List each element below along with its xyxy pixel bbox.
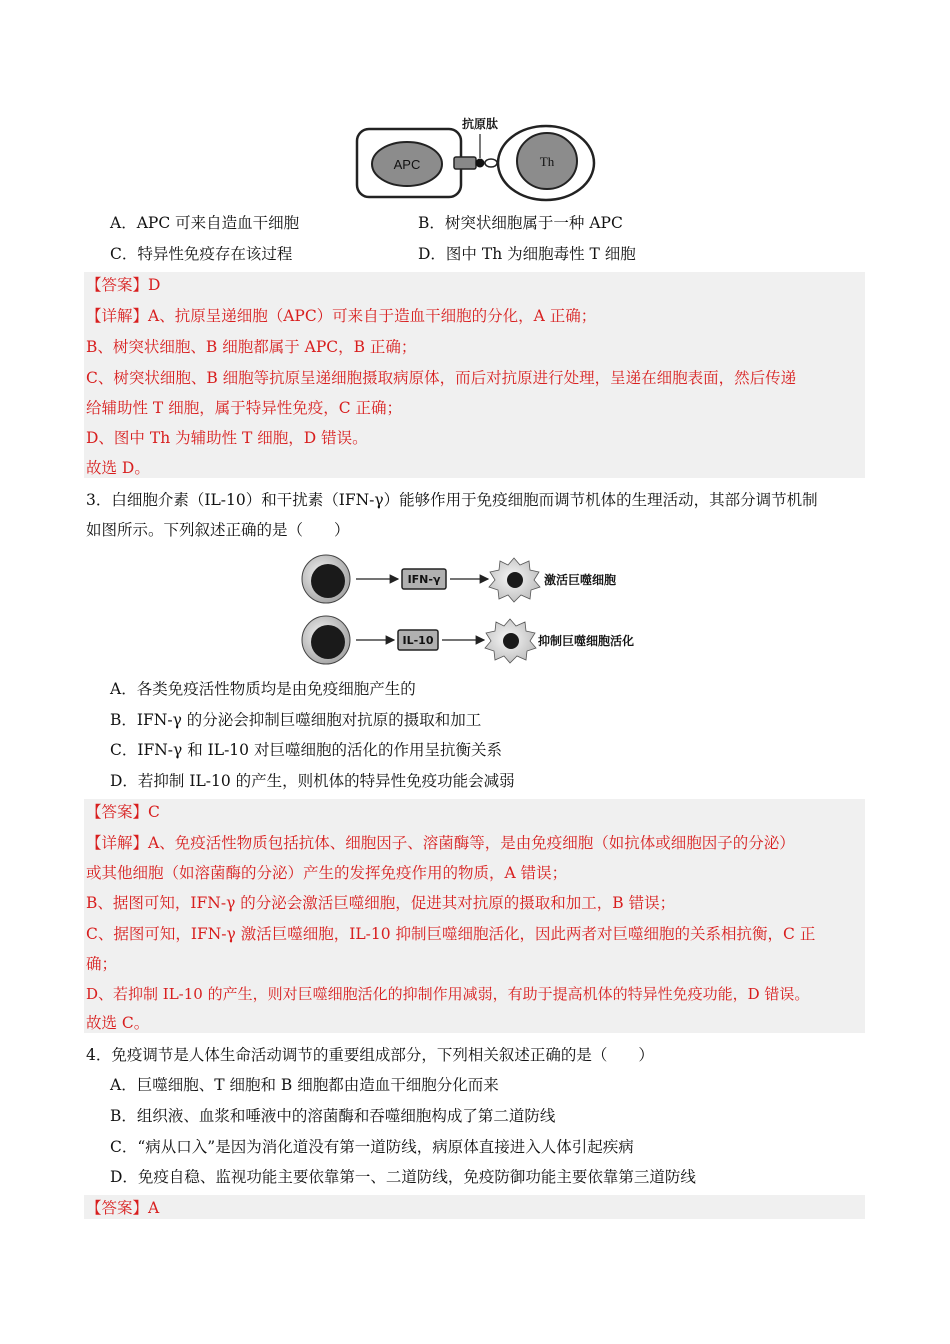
immune-cell-nucleus [311, 564, 345, 598]
inhibit-macrophage-label: 抑制巨噬细胞活化 [538, 634, 635, 648]
q3-explain-line: 确； [86, 955, 118, 973]
antigen-peptide-label: 抗原肽 [461, 117, 499, 131]
ifn-gamma-label: IFN-γ [407, 573, 441, 586]
q2-explain-line: B、树突状细胞、B 细胞都属于 APC，B 正确； [86, 338, 417, 356]
tcr-receptor [485, 159, 497, 167]
q3-explain-line: D、若抑制 IL-10 的产生，则对巨噬细胞活化的抑制作用减弱，有助于提高机体的特异性免疫功能，D 错误。 [86, 985, 810, 1003]
q4-option-c: C．“病从口入”是因为消化道没有第一道防线，病原体直接进入人体引起疾病 [110, 1138, 634, 1156]
q2-option-b: B．树突状细胞属于一种 APC [418, 214, 623, 232]
apc-th-diagram [350, 112, 610, 204]
cytokine-diagram [298, 552, 658, 667]
q2-explain-line: 给辅助性 T 细胞，属于特异性免疫，C 正确； [86, 399, 402, 417]
q2-option-c: C．特异性免疫存在该过程 [110, 245, 293, 263]
mhc-receptor [454, 157, 476, 169]
il-10-label: IL-10 [402, 634, 434, 647]
q3-explain-line: 【详解】A、免疫活性物质包括抗体、细胞因子、溶菌酶等，是由免疫细胞（如抗体或细胞因子的分泌） [86, 834, 795, 852]
q4-answer-block [84, 1195, 865, 1219]
q3-option-c: C．IFN-γ 和 IL-10 对巨噬细胞的活化的作用呈抗衡关系 [110, 741, 502, 759]
q4-option-a: A．巨噬细胞、T 细胞和 B 细胞都由造血干细胞分化而来 [110, 1076, 499, 1094]
immune-cell-nucleus [311, 625, 345, 659]
q4-option-b: B．组织液、血浆和唾液中的溶菌酶和吞噬细胞构成了第二道防线 [110, 1107, 556, 1125]
q2-explain-line: D、图中 Th 为辅助性 T 细胞，D 错误。 [86, 429, 368, 447]
apc-label: APC [393, 157, 421, 172]
q3-answer: 【答案】C [86, 803, 160, 821]
q3-stem-line: 如图所示。下列叙述正确的是（ ） [86, 521, 350, 539]
macrophage-nucleus [503, 633, 519, 649]
q4-option-d: D．免疫自稳、监视功能主要依靠第一、二道防线，免疫防御功能主要依靠第三道防线 [110, 1168, 696, 1186]
q2-explain-line: C、树突状细胞、B 细胞等抗原呈递细胞摄取病原体，而后对抗原进行处理，呈递在细胞表面，然后传递 [86, 369, 797, 387]
antigen-peptide-dot [476, 159, 485, 168]
q3-explain-line: 或其他细胞（如溶菌酶的分泌）产生的发挥免疫作用的物质，A 错误； [86, 864, 568, 882]
q2-option-a: A．APC 可来自造血干细胞 [110, 214, 300, 232]
q3-explain-line: C、据图可知，IFN-γ 激活巨噬细胞，IL-10 抑制巨噬细胞活化，因此两者对巨噬细胞的关系相抗衡，C 正 [86, 925, 816, 943]
q2-answer: 【答案】D [86, 276, 161, 294]
q3-option-b: B．IFN-γ 的分泌会抑制巨噬细胞对抗原的摄取和加工 [110, 711, 482, 729]
q3-option-d: D．若抑制 IL-10 的产生，则机体的特异性免疫功能会减弱 [110, 772, 515, 790]
q3-stem-line: 3．白细胞介素（IL-10）和干扰素（IFN-γ）能够作用于免疫细胞而调节机体的生理活动，其部分调节机制 [86, 491, 818, 509]
q2-option-d: D．图中 Th 为细胞毒性 T 细胞 [418, 245, 636, 263]
activate-macrophage-label: 激活巨噬细胞 [544, 573, 617, 587]
q4-answer: 【答案】A [86, 1199, 160, 1217]
th-label: Th [539, 154, 555, 169]
q3-option-a: A．各类免疫活性物质均是由免疫细胞产生的 [110, 680, 416, 698]
q3-explain-line: 故选 C。 [86, 1014, 150, 1032]
q2-explain-line: 故选 D。 [86, 459, 150, 477]
q3-explain-line: B、据图可知，IFN-γ 的分泌会激活巨噬细胞，促进其对抗原的摄取和加工，B 错误； [86, 894, 676, 912]
macrophage-nucleus [507, 572, 523, 588]
q2-explain-line: 【详解】A、抗原呈递细胞（APC）可来自于造血干细胞的分化，A 正确； [86, 307, 597, 325]
q4-stem: 4．免疫调节是人体生命活动调节的重要组成部分，下列相关叙述正确的是（ ） [86, 1046, 654, 1064]
